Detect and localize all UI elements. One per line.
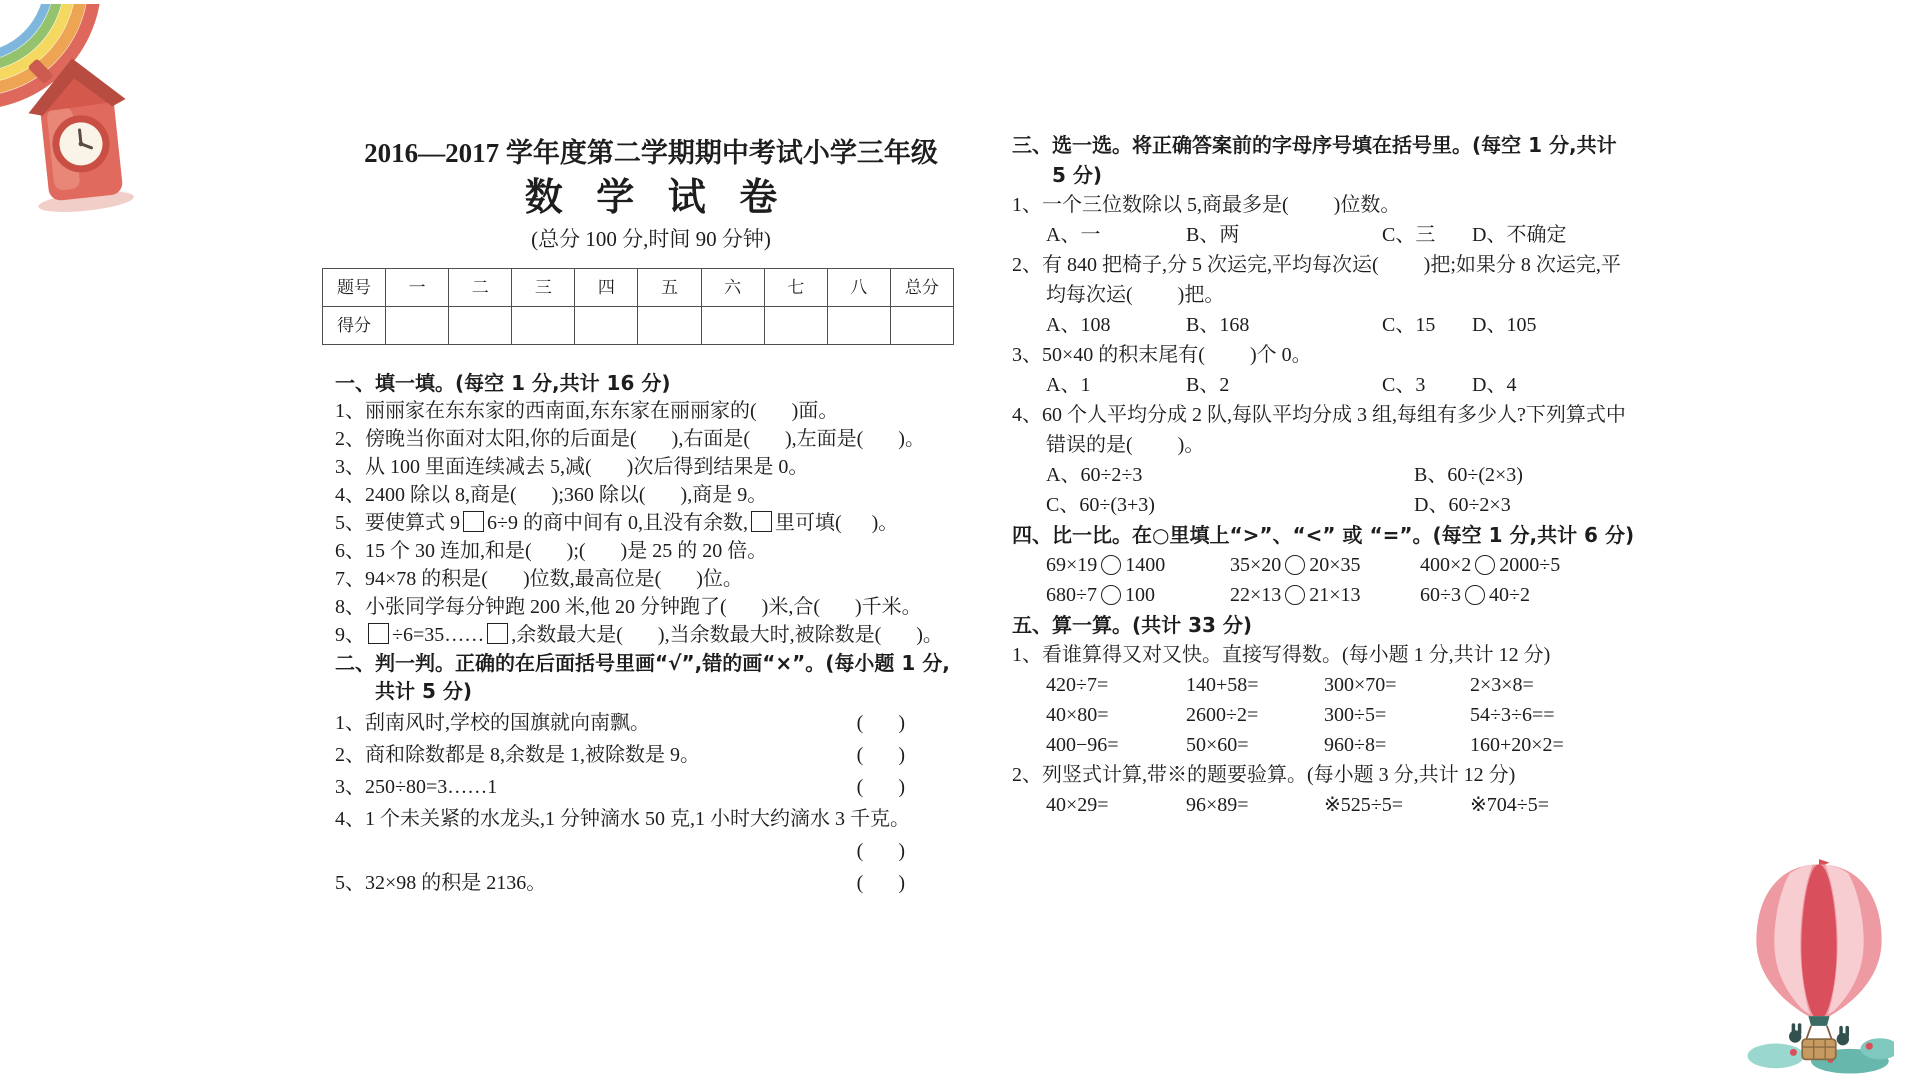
option: C、15 bbox=[1382, 314, 1436, 336]
score-header-cell: 七 bbox=[764, 269, 827, 307]
option: D、不确定 bbox=[1472, 224, 1567, 246]
s1-q9-text: ÷6=35…… bbox=[392, 624, 485, 646]
option: A、1 bbox=[1046, 374, 1091, 396]
s1-q5-text: 5、要使算式 9 bbox=[335, 512, 460, 534]
compare-left: 400×2 bbox=[1420, 554, 1472, 576]
calc-item: 300÷5= bbox=[1324, 704, 1387, 726]
comparison-item bbox=[1420, 580, 1637, 610]
exam-meta: (总分 100 分,时间 90 分钟) bbox=[531, 227, 771, 251]
blank-square bbox=[751, 511, 772, 532]
compare-left: 35×20 bbox=[1230, 554, 1282, 576]
compare-circle bbox=[1101, 585, 1121, 605]
compare-circle bbox=[1465, 585, 1485, 605]
compare-right: 21×13 bbox=[1309, 584, 1361, 606]
option: A、60÷2÷3 bbox=[1046, 464, 1143, 486]
blank-square bbox=[368, 623, 389, 644]
s1-q8: 8、小张同学每分钟跑 200 米,他 20 分钟跑了( )米,合( )千米。 bbox=[335, 596, 922, 618]
calc-item: 160+20×2= bbox=[1470, 734, 1564, 756]
s3-q1-options bbox=[1012, 220, 1637, 250]
s3-q1: 1、一个三位数除以 5,商最多是( )位数。 bbox=[1012, 194, 1401, 216]
judge-text: 2、商和除数都是 8,余数是 1,被除数是 9。 bbox=[335, 744, 700, 766]
s1-q6: 6、15 个 30 连加,和是( );( )是 25 的 20 倍。 bbox=[335, 540, 768, 562]
calc-item: 2×3×8= bbox=[1470, 674, 1534, 696]
section-4-heading: 四、比一比。在○里填上“>”、“<” 或 “=”。(每空 1 分,共计 6 分) bbox=[1012, 523, 1635, 547]
option: D、105 bbox=[1472, 314, 1537, 336]
s1-q2: 2、傍晚当你面对太阳,你的后面是( ),右面是( ),左面是( )。 bbox=[335, 428, 925, 450]
option: B、2 bbox=[1186, 374, 1230, 396]
s1-q1: 1、丽丽家在东东家的西南面,东东家在丽丽家的( )面。 bbox=[335, 400, 839, 422]
s2-j4 bbox=[335, 803, 967, 835]
s3-q3: 3、50×40 的积末尾有( )个 0。 bbox=[1012, 344, 1312, 366]
exam-header bbox=[335, 138, 967, 252]
compare-right: 2000÷5 bbox=[1499, 554, 1561, 576]
option: C、三 bbox=[1382, 224, 1436, 246]
option: B、168 bbox=[1186, 314, 1250, 336]
section-1-heading: 一、填一填。(每空 1 分,共计 16 分) bbox=[335, 371, 671, 395]
option: B、两 bbox=[1186, 224, 1240, 246]
judge-text: 1、刮南风时,学校的国旗就向南飘。 bbox=[335, 712, 650, 734]
score-header-cell: 一 bbox=[386, 269, 449, 307]
score-header-cell: 二 bbox=[449, 269, 512, 307]
blank-square bbox=[463, 511, 484, 532]
s1-q9 bbox=[335, 621, 967, 649]
compare-right: 1400 bbox=[1125, 554, 1166, 576]
s2-j4-bracket-line bbox=[335, 835, 967, 867]
score-header-cell: 总分 bbox=[890, 269, 953, 307]
s4-row1 bbox=[1012, 550, 1637, 580]
s1-q3: 3、从 100 里面连续减去 5,减( )次后得到结果是 0。 bbox=[335, 456, 809, 478]
hot-air-balloon-illustration bbox=[1744, 852, 1894, 1078]
section-1-fill-in bbox=[335, 369, 967, 649]
option: A、一 bbox=[1046, 224, 1101, 246]
s1-q7: 7、94×78 的积是( )位数,最高位是( )位。 bbox=[335, 568, 743, 590]
score-empty-cell bbox=[764, 307, 827, 345]
score-header-cell: 六 bbox=[701, 269, 764, 307]
calc-item: 50×60= bbox=[1186, 734, 1249, 756]
s3-q4: 4、60 个人平均分成 2 队,每队平均分成 3 组,每组有多少人?下列算式中错误的是( )。 bbox=[1012, 404, 1626, 456]
score-header-cell: 题号 bbox=[323, 269, 386, 307]
s5-calc-row1 bbox=[1012, 670, 1637, 700]
s3-q4-options-row1 bbox=[1012, 460, 1637, 490]
calc-item: 960÷8= bbox=[1324, 734, 1387, 756]
s2-j1 bbox=[335, 707, 967, 739]
s2-j2 bbox=[335, 739, 967, 771]
comparison-item bbox=[1230, 580, 1420, 610]
compare-circle bbox=[1285, 585, 1305, 605]
s3-q3-options bbox=[1012, 370, 1637, 400]
comparison-item bbox=[1420, 550, 1637, 580]
judge-text: 3、250÷80=3……1 bbox=[335, 776, 498, 798]
s3-q2-options bbox=[1012, 310, 1637, 340]
s1-q9-text: ,余数最大是( ),当余数最大时,被除数是( )。 bbox=[511, 624, 943, 646]
exam-title: 数 学 试 卷 bbox=[524, 177, 790, 219]
s2-j5 bbox=[335, 867, 967, 899]
s2-j3 bbox=[335, 771, 967, 803]
comparison-item bbox=[1046, 580, 1230, 610]
section-2-heading: 二、判一判。正确的在后面括号里画“√”,错的画“×”。(每小题 1 分,共计 5 分) bbox=[335, 651, 950, 703]
compare-left: 680÷7 bbox=[1046, 584, 1097, 606]
s5-sub2: 2、列竖式计算,带※的题要验算。(每小题 3 分,共计 12 分) bbox=[1012, 764, 1516, 786]
left-column bbox=[335, 138, 967, 899]
option: D、4 bbox=[1472, 374, 1517, 396]
option: C、60÷(3+3) bbox=[1046, 494, 1155, 516]
judge-list bbox=[335, 707, 967, 899]
compare-right: 40÷2 bbox=[1488, 584, 1530, 606]
s5-sub1: 1、看谁算得又对又快。直接写得数。(每小题 1 分,共计 12 分) bbox=[1012, 644, 1551, 666]
blank-square bbox=[487, 623, 508, 644]
s1-q5-text: 里可填( )。 bbox=[774, 512, 899, 534]
compare-left: 22×13 bbox=[1230, 584, 1282, 606]
calc-item: 40×29= bbox=[1046, 794, 1109, 816]
score-empty-cell bbox=[512, 307, 575, 345]
option: C、3 bbox=[1382, 374, 1426, 396]
s1-q9-text: 9、 bbox=[335, 624, 365, 646]
score-empty-cell bbox=[449, 307, 512, 345]
calc-item: 420÷7= bbox=[1046, 674, 1109, 696]
score-empty-cell bbox=[575, 307, 638, 345]
compare-circle bbox=[1101, 555, 1121, 575]
judge-text: 5、32×98 的积是 2136。 bbox=[335, 872, 547, 894]
score-label-cell: 得分 bbox=[323, 307, 386, 345]
compare-right: 20×35 bbox=[1309, 554, 1361, 576]
answer-bracket: ( ) bbox=[856, 872, 905, 894]
section-2-judge bbox=[335, 649, 967, 899]
calc-item: 400−96= bbox=[1046, 734, 1119, 756]
judge-text: 4、1 个未关紧的水龙头,1 分钟滴水 50 克,1 小时大约滴水 3 千克。 bbox=[335, 808, 910, 830]
option: B、60÷(2×3) bbox=[1414, 464, 1523, 486]
answer-bracket: ( ) bbox=[856, 776, 905, 798]
score-header-cell: 八 bbox=[827, 269, 890, 307]
score-empty-cell bbox=[827, 307, 890, 345]
s5-calc-row2 bbox=[1012, 700, 1637, 730]
calc-item: 96×89= bbox=[1186, 794, 1249, 816]
score-empty-cell bbox=[701, 307, 764, 345]
answer-bracket: ( ) bbox=[856, 840, 905, 862]
s5-calc-row4 bbox=[1012, 790, 1637, 820]
s3-q4-options-row2 bbox=[1012, 490, 1637, 520]
compare-left: 60÷3 bbox=[1420, 584, 1461, 606]
s3-q2: 2、有 840 把椅子,分 5 次运完,平均每次运( )把;如果分 8 次运完,平均每次运( )把。 bbox=[1012, 254, 1621, 306]
section-3-heading: 三、选一选。将正确答案前的字母序号填在括号里。(每空 1 分,共计 5 分) bbox=[1012, 133, 1624, 187]
score-header-cell: 五 bbox=[638, 269, 701, 307]
score-header-cell: 三 bbox=[512, 269, 575, 307]
s4-row2 bbox=[1012, 580, 1637, 610]
exam-session-title: 2016—2017 学年度第二学期期中考试小学三年级 bbox=[364, 138, 938, 168]
calc-item: ※704÷5= bbox=[1470, 794, 1550, 816]
comparison-item bbox=[1046, 550, 1230, 580]
option: A、108 bbox=[1046, 314, 1111, 336]
compare-right: 100 bbox=[1124, 584, 1155, 606]
section-5-heading: 五、算一算。(共计 33 分) bbox=[1012, 613, 1253, 637]
calc-item: 2600÷2= bbox=[1186, 704, 1259, 726]
calc-item: 40×80= bbox=[1046, 704, 1109, 726]
answer-bracket: ( ) bbox=[856, 712, 905, 734]
answer-bracket: ( ) bbox=[856, 744, 905, 766]
s5-calc-row3 bbox=[1012, 730, 1637, 760]
compare-circle bbox=[1475, 555, 1495, 575]
rainbow-house-illustration bbox=[0, 4, 187, 236]
calc-item: 140+58= bbox=[1186, 674, 1259, 696]
calc-item: 54÷3÷6== bbox=[1470, 704, 1555, 726]
calc-item: 300×70= bbox=[1324, 674, 1397, 696]
compare-left: 69×19 bbox=[1046, 554, 1098, 576]
score-table-score-row bbox=[323, 307, 954, 345]
calc-item: ※525÷5= bbox=[1324, 794, 1404, 816]
s1-q5-text: 6÷9 的商中间有 0,且没有余数, bbox=[487, 512, 748, 534]
right-column bbox=[1012, 130, 1637, 820]
score-empty-cell bbox=[386, 307, 449, 345]
compare-circle bbox=[1285, 555, 1305, 575]
score-header-cell: 四 bbox=[575, 269, 638, 307]
score-table bbox=[322, 268, 954, 345]
option: D、60÷2×3 bbox=[1414, 494, 1511, 516]
s1-q4: 4、2400 除以 8,商是( );360 除以( ),商是 9。 bbox=[335, 484, 768, 506]
score-table-header-row bbox=[323, 269, 954, 307]
comparison-item bbox=[1230, 550, 1420, 580]
s1-q5 bbox=[335, 509, 967, 537]
score-empty-cell bbox=[890, 307, 953, 345]
score-empty-cell bbox=[638, 307, 701, 345]
